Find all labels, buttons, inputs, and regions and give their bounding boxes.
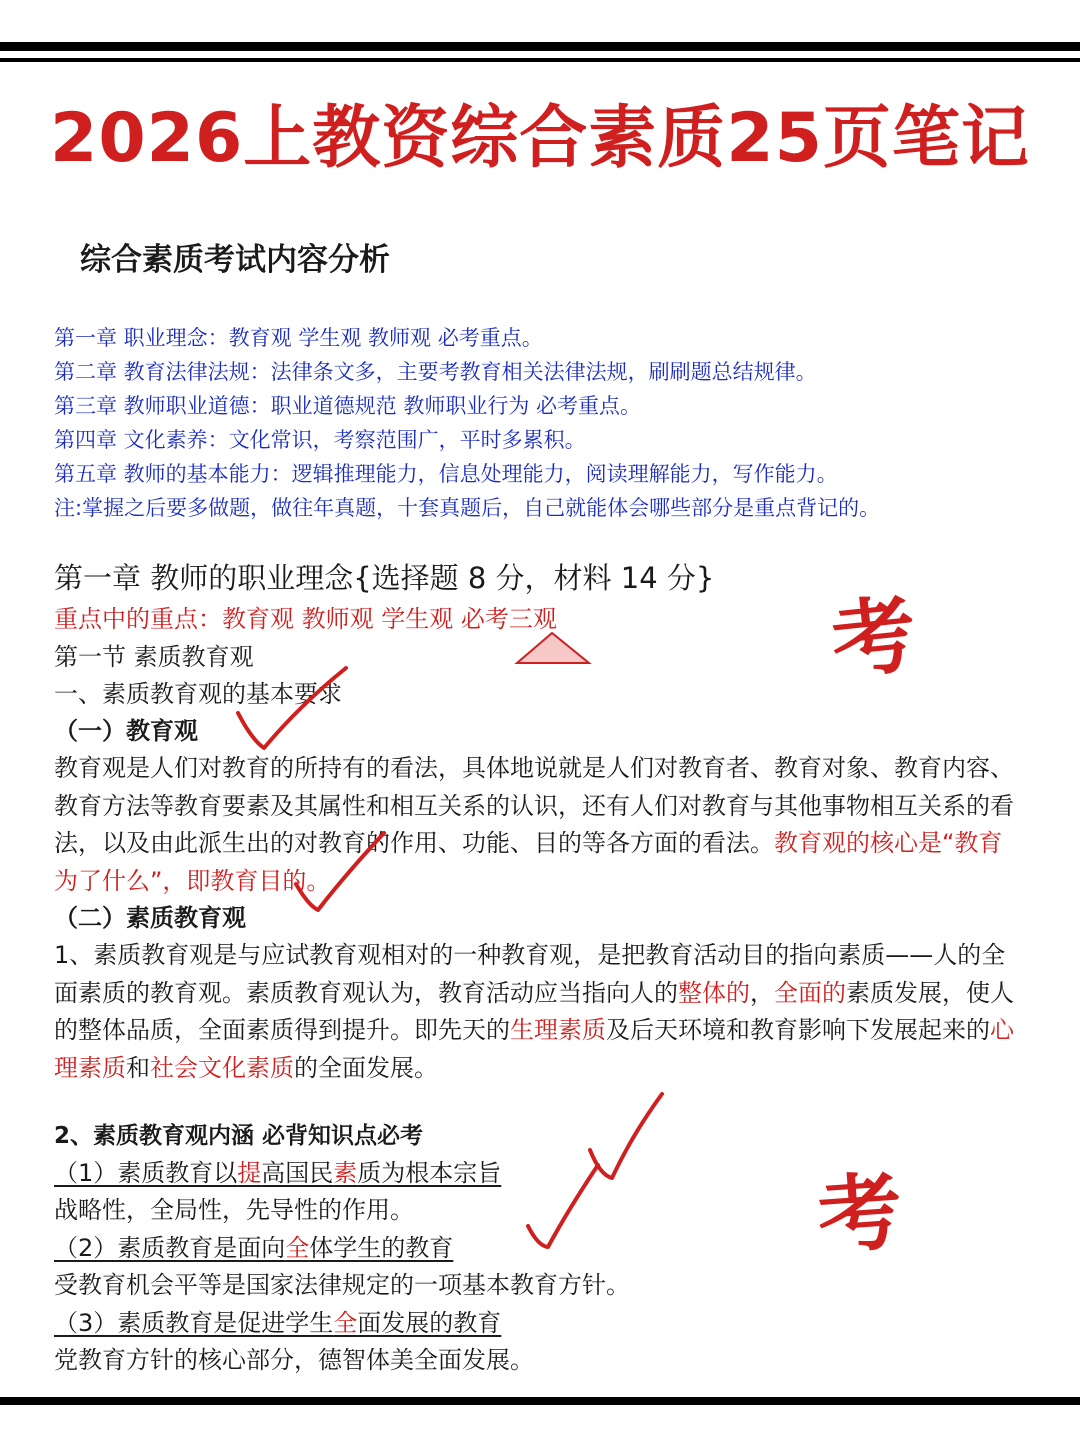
education-view-core-highlight: 教育观的核心是“教育为了什么”，即教育目的。 — [54, 829, 1003, 895]
item-text: （2）素质教育是面向 — [54, 1234, 286, 1262]
item-text: （3）素质教育是促进学生 — [54, 1309, 334, 1337]
exam-stamp-2: 考 — [814, 1161, 906, 1266]
highlight-text: 心理素质 — [54, 1016, 1014, 1082]
highlight-text: 社会文化素质 — [150, 1053, 294, 1082]
education-view-text: 教育观是人们对教育的所持有的看法，具体地说就是人们对教育者、教育对象、教育内容、教育方法等教育要素及其属性和相互关系的认识，还有人们对教育与其他事物相互关系的看法，以及由此派生出的对教育的作用、功能、目的等各方面的看法。 — [54, 754, 1014, 857]
paragraph-text: 1、素质教育观是与应试教育观相对的一种教育观，是把教育活动目的指向素质——人的全面素质的教育观。素质教育观认为，教育活动应当指向人的 — [54, 941, 1006, 1007]
section-heading: 第一节 素质教育观 — [54, 643, 254, 671]
subsection-heading-education-view: （一）教育观 — [54, 717, 198, 745]
chapter-overview-item: 第三章 教师职业道德：职业道德规范 教师职业行为 必考重点。 — [54, 394, 642, 418]
connotation-note-3: 党教育方针的核心部分，德智体美全面发展。 — [54, 1346, 534, 1374]
checkmark-icon — [238, 668, 346, 748]
connotation-note-2: 受教育机会平等是国家法律规定的一项基本教育方针。 — [54, 1271, 630, 1299]
checkmark-icon — [296, 833, 384, 910]
paragraph-text: 的全面发展。 — [294, 1053, 438, 1082]
highlight-text: 整体的 — [678, 978, 750, 1007]
item-text: （1）素质教育以 — [54, 1159, 238, 1187]
chapter-overview-item: 第四章 文化素养：文化常识，考察范围广，平时多累积。 — [54, 428, 586, 452]
chapter-overview-item: 第二章 教育法律法规：法律条文多，主要考教育相关法律法规，刷刷题总结规律。 — [54, 360, 817, 384]
chapter-heading: 第一章 教师的职业理念{选择题 8 分，材料 14 分} — [54, 561, 715, 595]
item-text: 高国民 — [261, 1159, 334, 1187]
checkmark-icon — [590, 1094, 662, 1178]
triangle-marker-icon — [517, 633, 589, 663]
section-subtitle: 综合素质考试内容分析 — [80, 242, 390, 278]
highlight-char: 提 — [237, 1159, 262, 1187]
page-title: 2026上教资综合素质25页笔记 — [50, 99, 1030, 178]
chapter-overview-item: 第一章 职业理念：教育观 学生观 教师观 必考重点。 — [54, 326, 543, 350]
highlight-char: 素 — [333, 1159, 358, 1187]
connotation-note-1: 战略性，全局性，先导性的作用。 — [54, 1196, 414, 1224]
highlight-text: 全面的 — [774, 978, 846, 1007]
chapter-overview-note: 注:掌握之后要多做题，做往年真题，十套真题后，自己就能体会哪些部分是重点背记的。 — [54, 496, 881, 520]
highlight-char: 全 — [285, 1234, 310, 1262]
item-text: 体学生的教育 — [309, 1234, 454, 1262]
highlight-text: 生理素质 — [510, 1016, 606, 1044]
subsection-heading-quality-education: （二）素质教育观 — [54, 904, 246, 932]
paragraph-text: 和 — [126, 1053, 150, 1082]
chapter-overview-item: 第五章 教师的基本能力：逻辑推理能力，信息处理能力，阅读理解能力，写作能力。 — [54, 462, 838, 486]
highlight-char: 全 — [333, 1309, 358, 1337]
part-heading: 一、素质教育观的基本要求 — [54, 680, 342, 708]
paragraph-text: ， — [750, 978, 774, 1007]
exam-stamp-1: 考 — [827, 583, 921, 692]
item-text: 面发展的教育 — [357, 1309, 502, 1337]
connotation-heading: 2、素质教育观内涵 必背知识点必考 — [54, 1123, 424, 1149]
checkmark-icon — [528, 1165, 598, 1247]
key-point-line: 重点中的重点：教育观 教师观 学生观 必考三观 — [54, 605, 557, 633]
paragraph-text: 及后天环境和教育影响下发展起来的 — [606, 1016, 990, 1044]
item-text: 质为根本宗旨 — [357, 1159, 502, 1187]
paragraph-text: 素质发展，使人的整体品质，全面素质得到提升。即先天的 — [54, 978, 1014, 1044]
